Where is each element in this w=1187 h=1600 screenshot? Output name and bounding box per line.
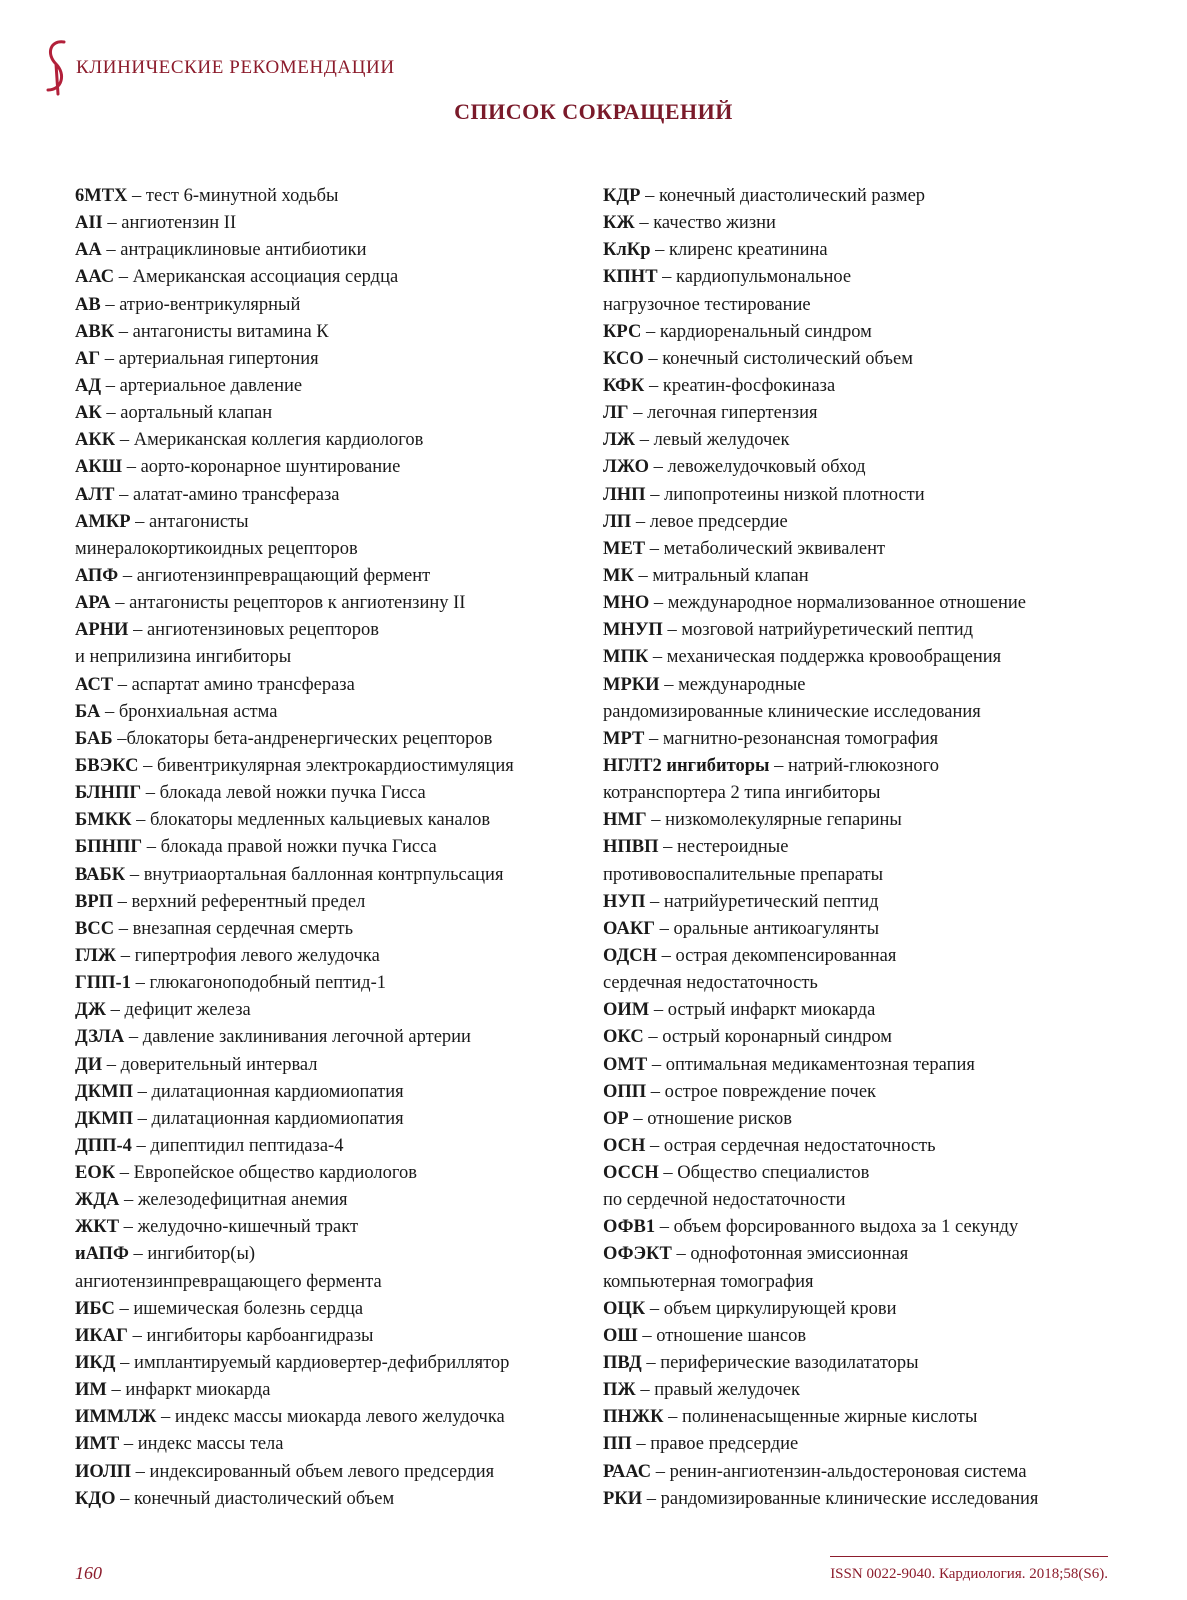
abbreviation-entry [75,1486,595,1513]
abbreviation-entry [75,210,595,237]
page-header [40,36,395,96]
abbreviation-term: ОШ [603,1325,638,1346]
abbreviation-term: КСО [603,348,644,369]
abbreviation-definition: – ренин-ангиотензин-альдостероновая система [651,1461,1027,1482]
abbreviation-entry [603,753,1163,780]
abbreviation-term: АА [75,240,102,261]
abbreviation-definition: – ангиотензиновых рецепторов [128,620,379,641]
abbreviation-definition: – острое повреждение почек [646,1081,877,1102]
abbreviation-entry [75,1431,595,1458]
abbreviation-entry [75,400,595,427]
abbreviation-entry [75,862,595,889]
abbreviation-entry [603,454,1163,481]
abbreviation-definition: – нестероидные [658,837,789,858]
abbreviation-entry [603,1377,1163,1404]
abbreviation-term: ЛП [603,511,632,532]
abbreviation-term: ОМТ [603,1054,648,1075]
abbreviation-term: БПНПГ [75,837,143,858]
abbreviation-definition: – острый инфаркт миокарда [649,1000,876,1021]
abbreviation-entry [603,834,1163,861]
abbreviation-term: ГЛЖ [75,945,117,966]
abbreviation-definition: – антрациклиновые антибиотики [101,240,367,261]
abbreviation-term: ПВД [603,1353,642,1374]
abbreviation-term: ДПП-4 [75,1135,132,1156]
abbreviation-term: АПФ [75,565,119,586]
abbreviation-definition: – механическая поддержка кровообращения [648,647,1002,668]
abbreviation-definition: – конечный диастолический объем [115,1488,395,1509]
abbreviation-definition: – левое предсердие [631,511,788,532]
abbreviation-term: ЖКТ [75,1217,120,1238]
abbreviation-entry [75,916,595,943]
journal-citation: ISSN 0022-9040. Кардиология. 2018;58(S6). [830,1566,1108,1582]
abbreviation-entry [75,237,595,264]
abbreviation-entry [603,672,1163,699]
abbreviation-definition: – индекс массы тела [119,1434,284,1455]
abbreviation-definition: – внезапная сердечная смерть [114,918,354,939]
abbreviation-entry [603,1323,1163,1350]
abbreviation-entry [75,726,595,753]
abbreviation-entry [75,563,595,590]
abbreviation-entry [75,427,595,454]
abbreviation-definition: – отношение рисков [628,1108,792,1129]
abbreviation-definition: – левожелудочковый обход [649,457,866,478]
abbreviation-definition: – левый желудочек [635,430,790,451]
abbreviation-definition: – Европейское общество кардиологов [115,1163,417,1184]
abbreviation-term: ЛЖ [603,430,636,451]
abbreviation-definition: – блокада правой ножки пучка Гисса [142,837,437,858]
abbreviation-term: ААС [75,267,115,288]
abbreviation-entry [603,563,1163,590]
footer-divider [830,1556,1108,1557]
abbreviation-entry [75,1459,595,1486]
abbreviation-term: ЛГ [603,403,629,424]
abbreviation-term: РКИ [603,1488,643,1509]
abbreviation-definition: – объем форсированного выдоха за 1 секунду [655,1217,1019,1238]
abbreviation-definition: – дефицит железа [106,1000,251,1021]
abbreviation-definition: – клиренс креатинина [650,240,828,261]
abbreviation-definition: – полиненасыщенные жирные кислоты [663,1407,978,1428]
abbreviation-term: ГПП-1 [75,973,131,994]
abbreviation-entry [75,319,595,346]
page-number: 160 [75,1563,102,1583]
abbreviation-definition: – аортальный клапан [101,403,273,424]
abbreviation-term: АД [75,375,102,396]
abbreviation-definition: – мозговой натрийуретический пептид [662,620,974,641]
abbreviation-entry-continuation [603,970,1163,997]
abbreviation-entry [603,1486,1163,1513]
abbreviation-term: МНО [603,593,650,614]
abbreviation-entry [75,373,595,400]
abbreviation-definition: – атрио-вентрикулярный [100,294,301,315]
abbreviation-entry [75,807,595,834]
abbreviation-definition: – тест 6-минутной ходьбы [127,186,339,206]
abbreviation-entry-continuation [603,292,1163,319]
abbreviation-entry-continuation [603,780,1163,807]
abbreviation-entry [75,1052,595,1079]
abbreviation-definition: – алатат-амино трансфераза [114,484,340,505]
abbreviation-definition: – правый желудочек [635,1380,800,1401]
abbreviation-term: ИМТ [75,1434,120,1455]
abbreviation-entry [75,997,595,1024]
abbreviation-definition: – кардиоренальный синдром [641,321,872,342]
abbreviation-definition: – ангиотензинпревращающий фермент [118,565,431,586]
abbreviation-entry [75,1350,595,1377]
abbreviation-entry [603,997,1163,1024]
abbreviation-definition: – давление заклинивания легочной артерии [124,1027,471,1048]
abbreviation-entry [603,807,1163,834]
abbreviation-entry [75,617,595,644]
abbreviation-entry [75,672,595,699]
abbreviation-definition: – индекс массы миокарда левого желудочка [156,1407,505,1428]
abbreviation-term: ОСН [603,1135,646,1156]
abbreviation-entry-continuation [75,536,595,563]
abbreviation-definition: – конечный диастолический размер [640,186,926,206]
abbreviation-term: ОДСН [603,945,657,966]
abbreviation-entry [75,1377,595,1404]
abbreviation-term: ИОЛП [75,1461,132,1482]
abbreviation-definition: – рандомизированные клинические исследования [642,1488,1039,1509]
abbreviation-term: НУП [603,891,646,912]
abbreviation-entry [603,590,1163,617]
abbreviation-definition: – отношение шансов [637,1325,807,1346]
abbreviation-term: ПЖ [603,1380,636,1401]
abbreviation-term: ПНЖК [603,1407,664,1428]
abbreviation-term: ДКМП [75,1108,133,1129]
abbreviation-term: КДР [603,186,641,206]
abbreviation-term: ОССН [603,1163,659,1184]
abbreviation-term: КЖ [603,213,635,234]
abbreviation-entry [603,319,1163,346]
abbreviation-definition: – блокаторы медленных кальциевых каналов [131,810,491,831]
abbreviation-term: БЛНПГ [75,783,142,804]
abbreviation-term: НПВП [603,837,659,858]
abbreviation-term: АСТ [75,674,114,695]
abbreviation-term: БА [75,701,101,722]
abbreviation-entry [603,1052,1163,1079]
abbreviation-term: ЕОК [75,1163,116,1184]
abbreviation-entry [75,699,595,726]
abbreviation-term: ЖДА [75,1190,120,1211]
journal-logo-icon [40,36,74,96]
abbreviation-entry-continuation [603,699,1163,726]
abbreviation-term: КлКр [603,240,651,261]
abbreviation-entry [603,183,1163,210]
abbreviation-term: МРТ [603,728,645,749]
abbreviation-definition: – антагонисты [130,511,249,532]
abbreviation-definition: рандомизированные клинические исследования [603,701,981,722]
abbreviation-definition: – ишемическая болезнь сердца [114,1298,364,1319]
abbreviation-definition: – железодефицитная анемия [119,1190,348,1211]
abbreviation-entry [603,726,1163,753]
abbreviation-definition: – бивентрикулярная электрокардиостимуляция [138,755,514,776]
abbreviation-definition: – Американская ассоциация сердца [114,267,399,288]
section-label: КЛИНИЧЕСКИЕ РЕКОМЕНДАЦИИ [76,57,395,78]
abbreviation-definition: – внутриаортальная баллонная контрпульсация [125,864,504,885]
abbreviation-term: КДО [75,1488,116,1509]
abbreviation-definition: – международное нормализованное отношение [649,593,1026,614]
abbreviation-term: ОИМ [603,1000,650,1021]
abbreviation-definition: – метаболический эквивалент [645,538,886,559]
abbreviation-definition: – легочная гипертензия [628,403,818,424]
abbreviation-entry [75,1106,595,1133]
abbreviation-term: АРНИ [75,620,129,641]
abbreviation-term: ВРП [75,891,114,912]
abbreviation-term: АРА [75,593,111,614]
abbreviation-definition: – глюкагоноподобный пептид-1 [130,973,386,994]
abbreviation-term: НМГ [603,810,647,831]
abbreviation-definition: – кардиопульмональное [657,267,852,288]
abbreviation-entry [603,916,1163,943]
abbreviation-definition: – низкомолекулярные гепарины [646,810,902,831]
abbreviation-entry [75,1404,595,1431]
abbreviation-entry [603,509,1163,536]
abbreviation-definition: – правое предсердие [631,1434,799,1455]
abbreviation-entry [603,1079,1163,1106]
abbreviation-definition: и неприлизина ингибиторы [75,647,292,668]
abbreviation-term: АВК [75,321,115,342]
abbreviation-entry [75,183,595,210]
abbreviation-term: ОР [603,1108,629,1129]
abbreviation-term: ИМ [75,1380,107,1401]
abbreviation-term: МПК [603,647,649,668]
abbreviation-term: РААС [603,1461,652,1482]
abbreviation-definition: – блокада левой ножки пучка Гисса [141,783,426,804]
abbreviation-term: ИКД [75,1353,116,1374]
abbreviation-term: КФК [603,375,645,396]
abbreviation-entry [75,1160,595,1187]
page-title: СПИСОК СОКРАЩЕНИЙ [454,99,733,124]
abbreviation-definition: – митральный клапан [633,565,809,586]
abbreviation-definition: – конечный систолический объем [643,348,913,369]
abbreviation-term: МРКИ [603,674,660,695]
abbreviation-definition: – аорто-коронарное шунтирование [122,457,401,478]
abbreviation-definition: – Американская коллегия кардиологов [115,430,424,451]
abbreviation-entry [75,264,595,291]
abbreviation-entry-continuation [603,862,1163,889]
abbreviation-term: ОКС [603,1027,644,1048]
abbreviation-term: ДЖ [75,1000,107,1021]
abbreviation-entry [603,1459,1163,1486]
abbreviation-definition: – ангиотензин II [102,213,237,234]
abbreviation-entry [75,1079,595,1106]
abbreviation-term: АКШ [75,457,123,478]
abbreviation-definition: – артериальная гипертония [100,348,319,369]
abbreviation-term: НГЛТ2 ингибиторы [603,755,770,776]
abbreviation-entry [75,943,595,970]
abbreviation-entry [603,1296,1163,1323]
abbreviation-entry [603,889,1163,916]
abbreviation-definition: нагрузочное тестирование [603,294,811,315]
abbreviation-definition: – магнитно-резонансная томография [644,728,939,749]
abbreviation-term: МК [603,565,634,586]
abbreviation-entry [75,454,595,481]
abbreviation-term: ВСС [75,918,115,939]
abbreviation-definition: – бронхиальная астма [100,701,278,722]
abbreviation-term: ИБС [75,1298,115,1319]
abbreviation-entry [75,753,595,780]
abbreviation-entry [603,1160,1163,1187]
abbreviation-entry [75,1214,595,1241]
abbreviation-definition: – оральные антикоагулянты [655,918,880,939]
abbreviation-entry [75,1024,595,1051]
abbreviation-term: 6МТХ [75,186,128,206]
abbreviation-term: АВ [75,294,101,315]
abbreviation-entry [75,1296,595,1323]
abbreviation-definition: – антагонисты рецепторов к ангиотензину II [110,593,466,614]
abbreviation-term: АII [75,213,103,234]
abbreviation-term: БАБ [75,728,113,749]
abbreviation-entry [603,1350,1163,1377]
abbreviation-entry [603,644,1163,671]
abbreviation-entry [603,617,1163,644]
abbreviation-definition: – верхний референтный предел [113,891,366,912]
abbreviation-definition: – дилатационная кардиомиопатия [133,1081,404,1102]
abbreviation-term: ОЦК [603,1298,646,1319]
abbreviation-definition: сердечная недостаточность [603,973,818,994]
abbreviation-definition: – периферические вазодилататоры [641,1353,919,1374]
abbreviation-definition: – липопротеины низкой плотности [645,484,925,505]
abbreviation-definition: – артериальное давление [101,375,303,396]
abbreviation-definition: – острый коронарный синдром [643,1027,892,1048]
abbreviation-definition: – имплантируемый кардиовертер-дефибриллятор [115,1353,510,1374]
abbreviation-definition: – натрий-глюкозного [769,755,939,776]
abbreviation-entry-continuation [75,1269,595,1296]
abbreviation-entry [603,1133,1163,1160]
abbreviation-term: иАПФ [75,1244,129,1265]
abbreviation-definition: ангиотензинпревращающего фермента [75,1271,382,1292]
abbreviation-definition: – острая сердечная недостаточность [645,1135,936,1156]
abbreviation-entry [603,346,1163,373]
abbreviation-definition: по сердечной недостаточности [603,1190,846,1211]
abbreviation-entry-continuation [603,1187,1163,1214]
abbreviation-entry [75,1133,595,1160]
abbreviation-entry [603,237,1163,264]
abbreviation-term: АКК [75,430,116,451]
abbreviation-entry [603,264,1163,291]
abbreviation-term: ПП [603,1434,632,1455]
abbreviation-term: ОФЭКТ [603,1244,672,1265]
abbreviation-definition: минералокортикоидных рецепторов [75,538,358,559]
abbreviation-entry-continuation [603,1269,1163,1296]
abbreviation-term: ЛНП [603,484,646,505]
abbreviation-definition: – Общество специалистов [658,1163,870,1184]
abbreviation-term: ЛЖО [603,457,650,478]
abbreviation-entry [603,427,1163,454]
abbreviation-term: ОПП [603,1081,647,1102]
abbreviation-term: АК [75,403,102,424]
abbreviation-term: БМКК [75,810,132,831]
abbreviation-definition: – гипертрофия левого желудочка [116,945,380,966]
abbreviation-term: КРС [603,321,642,342]
abbreviation-entry-continuation [75,644,595,671]
abbreviation-definition: – индексированный объем левого предсердия [131,1461,495,1482]
abbreviation-entry [75,834,595,861]
abbreviation-definition: – однофотонная эмиссионная [671,1244,909,1265]
abbreviation-term: ДКМП [75,1081,133,1102]
abbreviation-definition: – желудочно-кишечный тракт [119,1217,359,1238]
abbreviation-definition: – аспартат амино трансфераза [113,674,355,695]
abbreviation-entry [603,373,1163,400]
abbreviation-definition: – острая декомпенсированная [656,945,897,966]
abbreviation-term: ИММЛЖ [75,1407,157,1428]
abbreviation-entry [75,482,595,509]
abbreviation-entry [75,292,595,319]
abbreviation-entry [603,536,1163,563]
abbreviation-entry [603,400,1163,427]
abbreviation-definition: – доверительный интервал [102,1054,318,1075]
abbreviation-definition: – инфаркт миокарда [106,1380,271,1401]
abbreviation-definition: – оптимальная медикаментозная терапия [647,1054,975,1075]
abbreviation-entry [603,482,1163,509]
abbreviation-term: АГ [75,348,101,369]
abbreviation-entry [603,1404,1163,1431]
abbreviation-definition: – дилатационная кардиомиопатия [133,1108,404,1129]
abbreviation-entry [603,1214,1163,1241]
abbreviation-entry [75,509,595,536]
abbreviation-entry [75,1323,595,1350]
abbreviation-definition: котранспортера 2 типа ингибиторы [603,783,881,804]
abbreviation-term: ОФВ1 [603,1217,656,1238]
abbreviation-entry [75,1241,595,1268]
abbreviation-term: ИКАГ [75,1325,128,1346]
abbreviation-entry [603,1106,1163,1133]
abbreviation-definition: – дипептидил пептидаза-4 [131,1135,344,1156]
abbreviation-definition: – объем циркулирующей крови [645,1298,897,1319]
abbreviation-definition: противовоспалительные препараты [603,864,884,885]
abbreviation-term: ОАКГ [603,918,656,939]
abbreviations-right-column [603,183,1163,1513]
abbreviation-entry [75,346,595,373]
abbreviation-entry [75,889,595,916]
abbreviation-definition: компьютерная томография [603,1271,814,1292]
abbreviation-entry [75,1187,595,1214]
abbreviation-term: ДЗЛА [75,1027,125,1048]
abbreviation-definition: – антагонисты витамина К [114,321,329,342]
abbreviation-entry [75,970,595,997]
abbreviation-entry [75,780,595,807]
abbreviation-term: ДИ [75,1054,103,1075]
abbreviation-definition: –блокаторы бета-андренергических рецепторов [112,728,493,749]
abbreviation-term: АМКР [75,511,131,532]
abbreviation-definition: – международные [659,674,806,695]
abbreviation-term: БВЭКС [75,755,139,776]
abbreviation-definition: – ингибитор(ы) [128,1244,256,1265]
abbreviation-term: МЕТ [603,538,646,559]
abbreviation-definition: – ингибиторы карбоангидразы [127,1325,374,1346]
abbreviation-term: АЛТ [75,484,115,505]
abbreviation-term: МНУП [603,620,663,641]
abbreviation-entry [603,210,1163,237]
abbreviation-entry [603,943,1163,970]
abbreviation-entry [603,1241,1163,1268]
abbreviation-definition: – качество жизни [634,213,776,234]
abbreviation-entry [603,1431,1163,1458]
abbreviation-definition: – натрийуретический пептид [645,891,879,912]
abbreviations-left-column [75,183,595,1513]
abbreviation-term: КПНТ [603,267,658,288]
abbreviation-entry [75,590,595,617]
abbreviation-term: ВАБК [75,864,126,885]
abbreviation-entry [603,1024,1163,1051]
abbreviation-definition: – креатин-фосфокиназа [644,375,836,396]
